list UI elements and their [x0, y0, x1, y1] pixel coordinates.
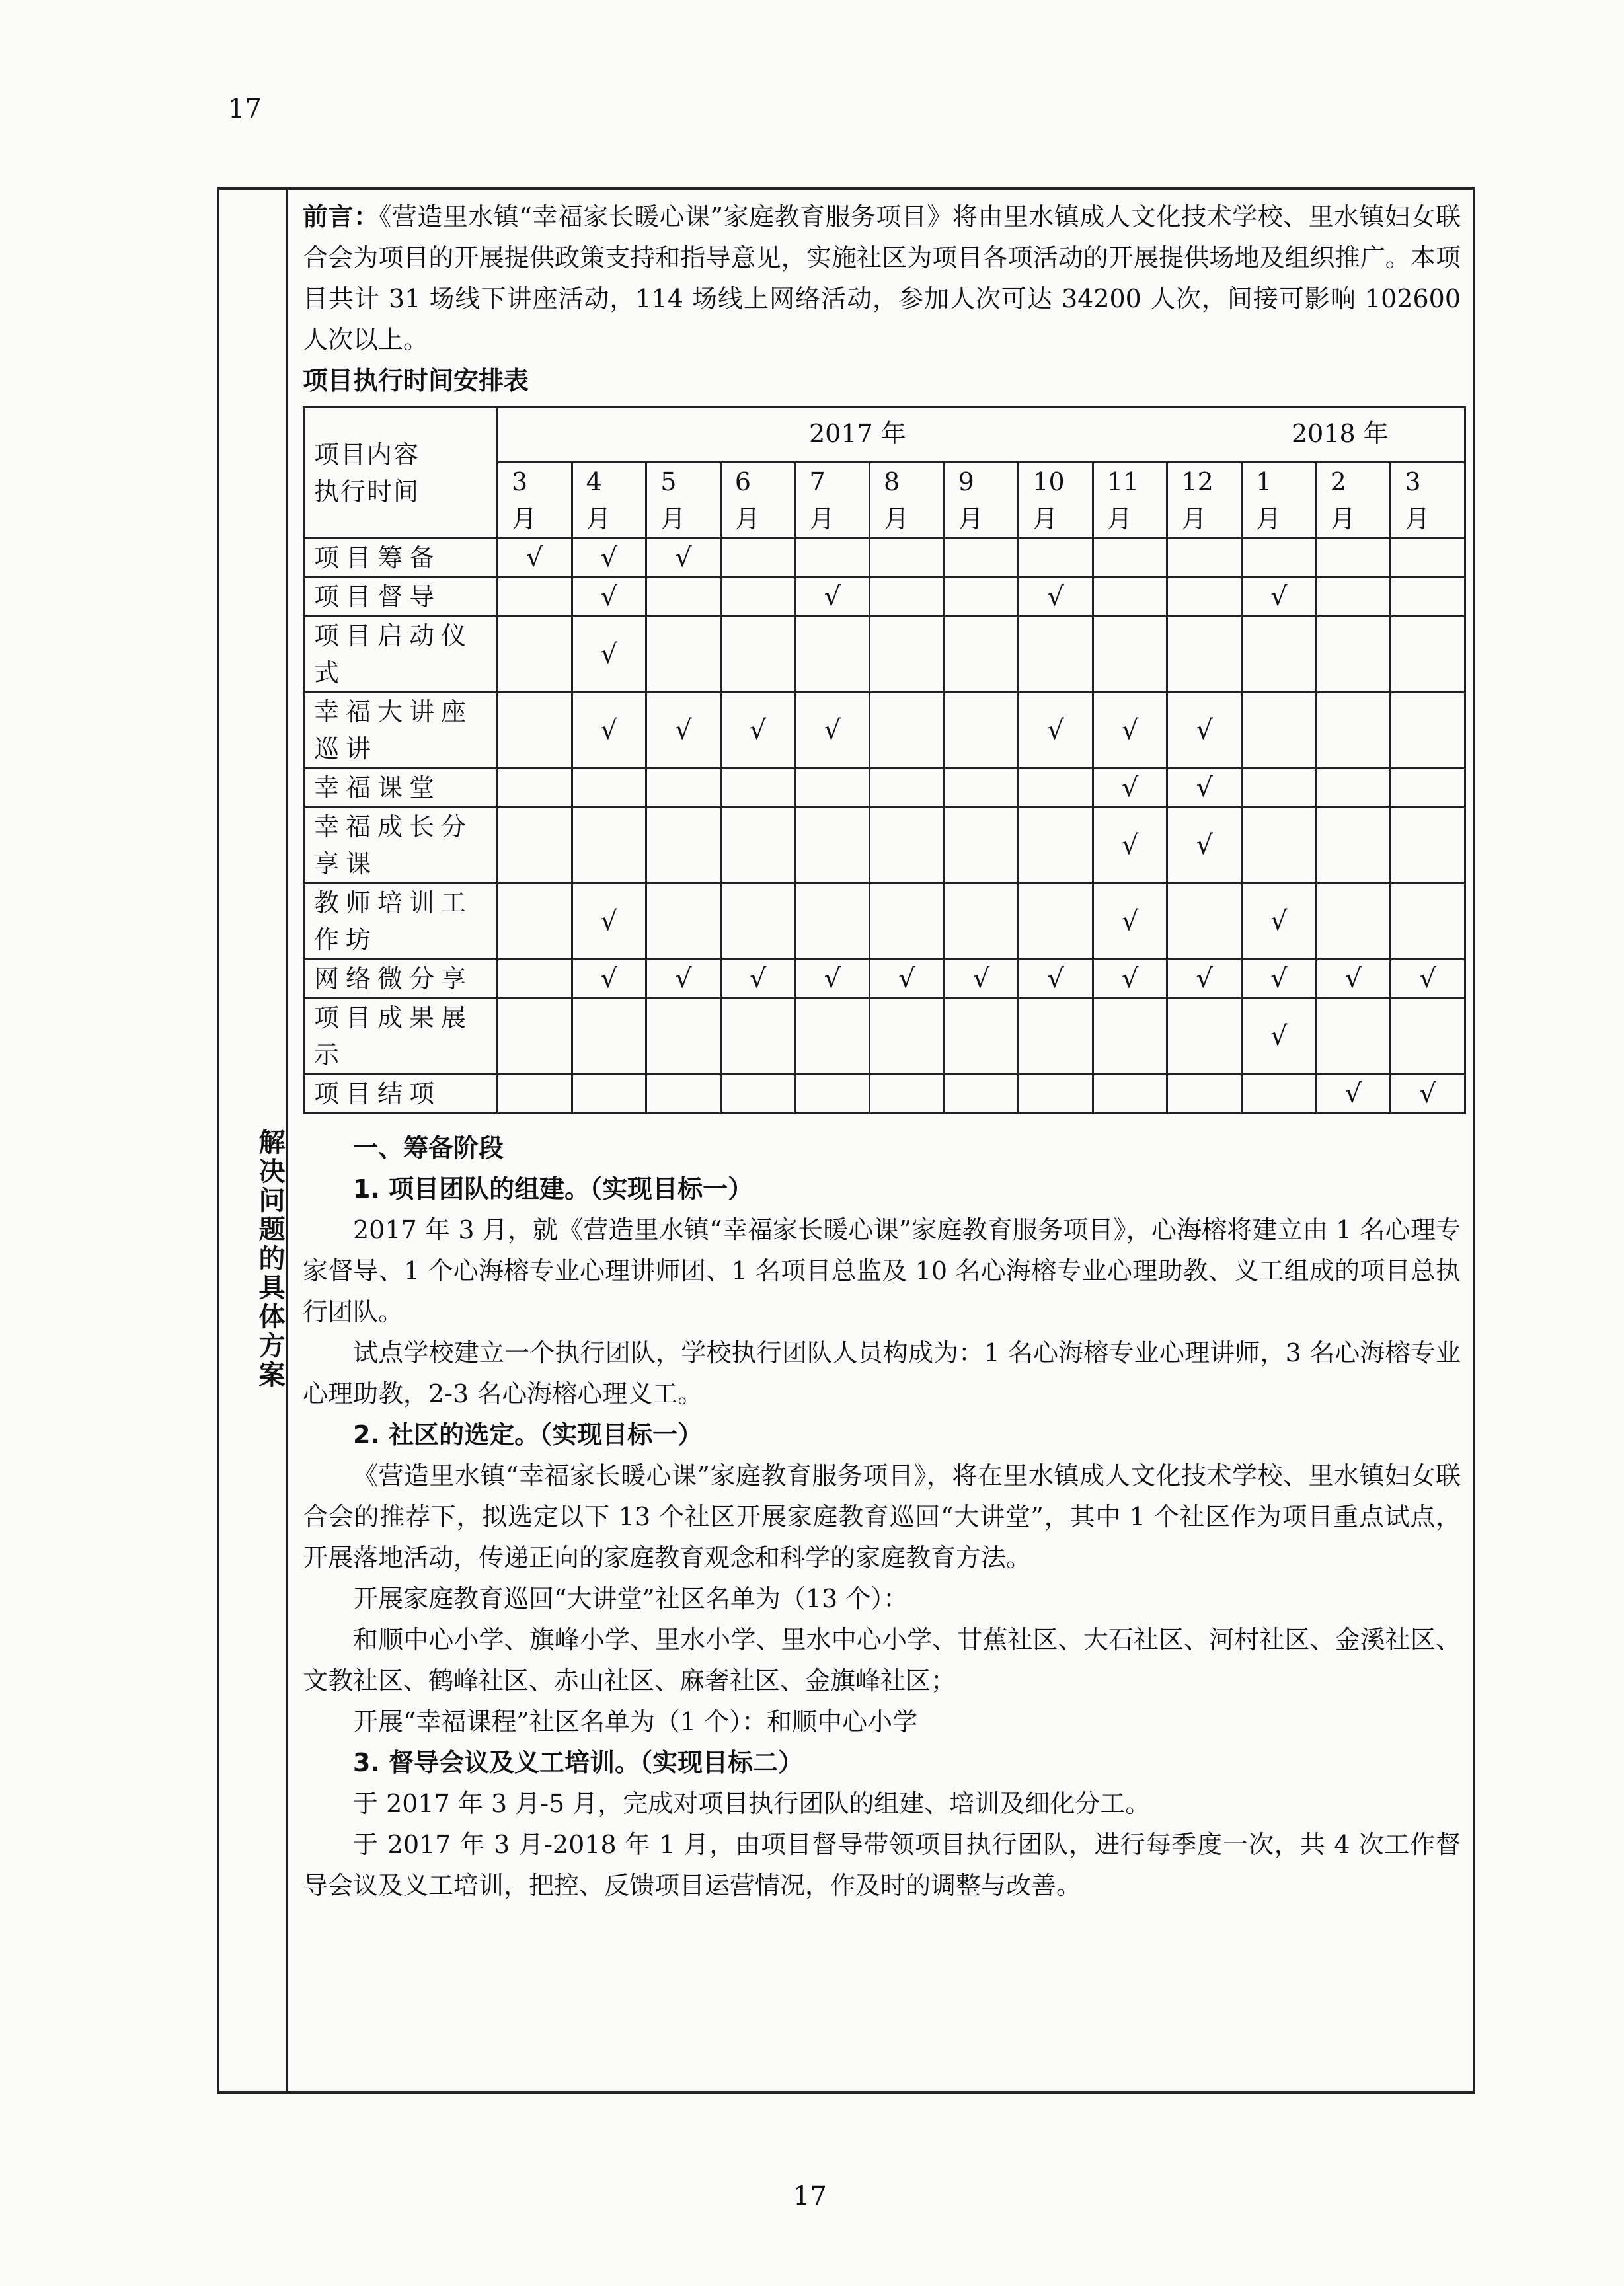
empty-cell: [1093, 617, 1167, 693]
side-label: 解决问题的具体方案: [254, 1128, 285, 1390]
empty-cell: [1242, 1075, 1317, 1114]
empty-cell: [1316, 578, 1391, 617]
section-1-3-title: 3. 督导会议及义工培训。（实现目标二）: [353, 1748, 804, 1777]
empty-cell: [1019, 999, 1093, 1075]
empty-cell: [870, 884, 945, 960]
empty-cell: [1316, 884, 1391, 960]
check-mark-cell: √: [795, 578, 870, 617]
empty-cell: [720, 769, 795, 808]
schedule-row: [304, 617, 1465, 693]
empty-cell: [498, 808, 572, 884]
month-header-cell: [1316, 463, 1391, 539]
check-mark-cell: √: [870, 960, 945, 999]
check-mark-cell: √: [572, 693, 646, 769]
empty-cell: [1391, 539, 1465, 578]
empty-cell: [720, 884, 795, 960]
empty-cell: [646, 884, 721, 960]
empty-cell: [720, 539, 795, 578]
empty-cell: [1019, 539, 1093, 578]
empty-cell: [944, 617, 1019, 693]
preface-text: 《营造里水镇“幸福家长暖心课”家庭教育服务项目》将由里水镇成人文化技术学校、里水镇妇女联合会为项目的开展提供政策支持和指导意见，实施社区为项目各项活动的开展提供场地及组织推广。本项目共计 31 场线下讲座活动，114 场线上网络活动，参加人次可达 34200 人次，间接可影响 102600 人次以上。: [303, 202, 1461, 354]
check-mark-cell: √: [1316, 1075, 1391, 1114]
empty-cell: [1167, 999, 1242, 1075]
month-unit: 月: [1106, 504, 1132, 533]
schedule-row: [304, 693, 1465, 769]
empty-cell: [1316, 693, 1391, 769]
year-2018: 2018 年: [1292, 419, 1389, 448]
month-header-cell: [1093, 463, 1167, 539]
side-label-column: [219, 190, 288, 2091]
month-header-cell: [572, 463, 646, 539]
check-mark-cell: √: [572, 539, 646, 578]
empty-cell: [870, 617, 945, 693]
year-2017: 2017 年: [809, 419, 906, 448]
empty-cell: [1242, 693, 1317, 769]
empty-cell: [1242, 539, 1317, 578]
schedule-row: [304, 960, 1465, 999]
check-mark-cell: √: [1019, 960, 1093, 999]
month-unit: 月: [734, 504, 760, 533]
month-header-cell: [870, 463, 945, 539]
empty-cell: [1391, 808, 1465, 884]
empty-cell: [1391, 578, 1465, 617]
month-number: 3: [1405, 467, 1421, 496]
month-unit: 月: [1181, 504, 1207, 533]
empty-cell: [646, 808, 721, 884]
section-1-2-title: 2. 社区的选定。（实现目标一）: [353, 1420, 703, 1449]
empty-cell: [944, 884, 1019, 960]
empty-cell: [1316, 539, 1391, 578]
empty-cell: [1093, 539, 1167, 578]
empty-cell: [944, 693, 1019, 769]
empty-cell: [944, 578, 1019, 617]
header-bottom: 执行时间: [314, 476, 420, 506]
main-content: [288, 190, 1473, 2091]
month-unit: 月: [809, 504, 835, 533]
empty-cell: [646, 999, 721, 1075]
check-mark-cell: √: [1093, 808, 1167, 884]
check-mark-cell: √: [1019, 693, 1093, 769]
empty-cell: [870, 808, 945, 884]
empty-cell: [646, 769, 721, 808]
month-header-cell: [1391, 463, 1465, 539]
header-cell: [304, 408, 498, 539]
empty-cell: [944, 769, 1019, 808]
schedule-row: [304, 884, 1465, 960]
empty-cell: [1093, 1075, 1167, 1114]
schedule-item-label: 项目成果展示: [304, 999, 498, 1075]
empty-cell: [1019, 884, 1093, 960]
check-mark-cell: √: [1019, 578, 1093, 617]
schedule-item-label: 幸福大讲座巡讲: [304, 693, 498, 769]
month-unit: 月: [586, 504, 611, 533]
month-number: 4: [586, 467, 602, 496]
month-number: 6: [734, 467, 752, 496]
preface-label: 前言：: [303, 202, 379, 231]
check-mark-cell: √: [1093, 884, 1167, 960]
empty-cell: [1167, 578, 1242, 617]
check-mark-cell: √: [572, 578, 646, 617]
month-unit: 月: [1405, 504, 1430, 533]
schedule-item-label: 项目筹备: [304, 539, 498, 578]
check-mark-cell: √: [720, 960, 795, 999]
month-unit: 月: [1330, 504, 1356, 533]
check-mark-cell: √: [646, 693, 721, 769]
month-number: 9: [958, 467, 974, 496]
schedule-row: [304, 578, 1465, 617]
month-number: 8: [884, 467, 900, 496]
month-number: 3: [512, 467, 528, 496]
section-1-1-p2: 试点学校建立一个执行团队，学校执行团队人员构成为：1 名心海榕专业心理讲师，3 名心海榕专业心理助教，2-3 名心海榕心理义工。: [303, 1338, 1461, 1408]
header-top: 项目内容: [314, 439, 420, 469]
check-mark-cell: √: [498, 539, 572, 578]
section-1-1-title: 1. 项目团队的组建。（实现目标一）: [353, 1174, 754, 1203]
schedule-item-label: 网络微分享: [304, 960, 498, 999]
check-mark-cell: √: [1391, 960, 1465, 999]
schedule-item-label: 项目督导: [304, 578, 498, 617]
check-mark-cell: √: [572, 884, 646, 960]
empty-cell: [498, 884, 572, 960]
empty-cell: [1316, 769, 1391, 808]
month-number: 12: [1181, 467, 1214, 496]
empty-cell: [1167, 884, 1242, 960]
schedule-item-label: 幸福成长分享课: [304, 808, 498, 884]
empty-cell: [870, 769, 945, 808]
month-header-cell: [1019, 463, 1093, 539]
empty-cell: [1167, 539, 1242, 578]
empty-cell: [720, 808, 795, 884]
month-header-cell: [795, 463, 870, 539]
schedule-item-label: 教师培训工作坊: [304, 884, 498, 960]
schedule-row: [304, 769, 1465, 808]
empty-cell: [1242, 617, 1317, 693]
section-1-2-p4: 开展“幸福课程”社区名单为（1 个）：和顺中心小学: [353, 1707, 918, 1736]
check-mark-cell: √: [572, 617, 646, 693]
empty-cell: [870, 999, 945, 1075]
empty-cell: [498, 617, 572, 693]
empty-cell: [1391, 693, 1465, 769]
empty-cell: [870, 693, 945, 769]
empty-cell: [1242, 808, 1317, 884]
month-number: 10: [1032, 467, 1065, 496]
schedule-table: [303, 406, 1466, 1114]
empty-cell: [1019, 769, 1093, 808]
schedule-item-label: 幸福课堂: [304, 769, 498, 808]
check-mark-cell: √: [1167, 960, 1242, 999]
schedule-row: [304, 808, 1465, 884]
month-number: 2: [1330, 467, 1346, 496]
month-unit: 月: [512, 504, 537, 533]
schedule-title: 项目执行时间安排表: [303, 366, 529, 395]
content-frame: [217, 187, 1475, 2094]
check-mark-cell: √: [795, 693, 870, 769]
empty-cell: [795, 617, 870, 693]
empty-cell: [1316, 999, 1391, 1075]
empty-cell: [498, 960, 572, 999]
empty-cell: [1093, 578, 1167, 617]
section-1-2-p1: 《营造里水镇“幸福家长暖心课”家庭教育服务项目》，将在里水镇成人文化技术学校、里水镇妇女联合会的推荐下，拟选定以下 13 个社区开展家庭教育巡回“大讲堂”，其中 1 个社区作为项目重点试点，开展落地活动，传递正向的家庭教育观念和科学的家庭教育方法。: [303, 1461, 1461, 1572]
empty-cell: [1019, 617, 1093, 693]
empty-cell: [795, 1075, 870, 1114]
empty-cell: [1019, 1075, 1093, 1114]
page-number-bottom: 17: [793, 2181, 827, 2211]
empty-cell: [944, 999, 1019, 1075]
year-header-cell: [498, 408, 1465, 463]
check-mark-cell: √: [1242, 578, 1317, 617]
check-mark-cell: √: [1242, 884, 1317, 960]
empty-cell: [720, 999, 795, 1075]
month-unit: 月: [958, 504, 984, 533]
month-unit: 月: [1032, 504, 1058, 533]
empty-cell: [498, 999, 572, 1075]
empty-cell: [795, 808, 870, 884]
check-mark-cell: √: [795, 960, 870, 999]
schedule-row: [304, 999, 1465, 1075]
month-unit: 月: [1256, 504, 1282, 533]
section-1-3-p1: 于 2017 年 3 月-5 月，完成对项目执行团队的组建、培训及细化分工。: [353, 1789, 1151, 1818]
empty-cell: [870, 539, 945, 578]
check-mark-cell: √: [1093, 960, 1167, 999]
month-header-cell: [646, 463, 721, 539]
empty-cell: [795, 539, 870, 578]
check-mark-cell: √: [1093, 693, 1167, 769]
month-number: 1: [1256, 467, 1272, 496]
empty-cell: [1242, 769, 1317, 808]
month-unit: 月: [884, 504, 909, 533]
preface-paragraph: [303, 196, 1461, 360]
month-number: 7: [809, 467, 826, 496]
check-mark-cell: √: [1167, 769, 1242, 808]
month-header-cell: [1167, 463, 1242, 539]
check-mark-cell: √: [646, 960, 721, 999]
empty-cell: [572, 1075, 646, 1114]
check-mark-cell: √: [1242, 999, 1317, 1075]
check-mark-cell: √: [572, 960, 646, 999]
month-unit: 月: [660, 504, 686, 533]
schedule-row: [304, 539, 1465, 578]
year-row: [304, 408, 1465, 463]
check-mark-cell: √: [1167, 808, 1242, 884]
empty-cell: [1019, 808, 1093, 884]
empty-cell: [646, 1075, 721, 1114]
check-mark-cell: √: [1242, 960, 1317, 999]
empty-cell: [1391, 769, 1465, 808]
empty-cell: [646, 617, 721, 693]
empty-cell: [720, 578, 795, 617]
empty-cell: [498, 693, 572, 769]
month-number: 11: [1106, 467, 1140, 496]
empty-cell: [795, 884, 870, 960]
check-mark-cell: √: [1093, 769, 1167, 808]
empty-cell: [795, 769, 870, 808]
empty-cell: [870, 1075, 945, 1114]
empty-cell: [1167, 617, 1242, 693]
section-1-2-p3: 和顺中心小学、旗峰小学、里水小学、里水中心小学、甘蕉社区、大石社区、河村社区、金溪社区、文教社区、鹤峰社区、赤山社区、麻奢社区、金旗峰社区；: [303, 1625, 1461, 1695]
schedule-item-label: 项目结项: [304, 1075, 498, 1114]
empty-cell: [795, 999, 870, 1075]
empty-cell: [1316, 617, 1391, 693]
check-mark-cell: √: [1316, 960, 1391, 999]
empty-cell: [572, 808, 646, 884]
empty-cell: [944, 1075, 1019, 1114]
page-number-top: 17: [228, 94, 262, 124]
empty-cell: [498, 578, 572, 617]
empty-cell: [1391, 884, 1465, 960]
empty-cell: [944, 808, 1019, 884]
empty-cell: [572, 769, 646, 808]
month-header-cell: [720, 463, 795, 539]
check-mark-cell: √: [944, 960, 1019, 999]
schedule-item-label: 项目启动仪式: [304, 617, 498, 693]
empty-cell: [1391, 617, 1465, 693]
empty-cell: [1167, 1075, 1242, 1114]
section-1-1-p1: 2017 年 3 月，就《营造里水镇“幸福家长暖心课”家庭教育服务项目》，心海榕将建立由 1 名心理专家督导、1 个心海榕专业心理讲师团、1 名项目总监及 10 名心海榕专业心理助教、义工组成的项目总执行团队。: [303, 1215, 1461, 1326]
empty-cell: [944, 539, 1019, 578]
empty-cell: [720, 1075, 795, 1114]
section-1-2-p2: 开展家庭教育巡回“大讲堂”社区名单为（13 个）：: [353, 1584, 909, 1613]
month-header-cell: [1242, 463, 1317, 539]
schedule-row: [304, 1075, 1465, 1114]
empty-cell: [870, 578, 945, 617]
section-1-title: 一、筹备阶段: [353, 1133, 504, 1162]
check-mark-cell: √: [720, 693, 795, 769]
empty-cell: [498, 1075, 572, 1114]
empty-cell: [1093, 999, 1167, 1075]
month-header-cell: [944, 463, 1019, 539]
empty-cell: [646, 578, 721, 617]
month-header-cell: [498, 463, 572, 539]
check-mark-cell: √: [646, 539, 721, 578]
empty-cell: [1316, 808, 1391, 884]
empty-cell: [720, 617, 795, 693]
empty-cell: [1391, 999, 1465, 1075]
empty-cell: [498, 769, 572, 808]
empty-cell: [572, 999, 646, 1075]
check-mark-cell: √: [1167, 693, 1242, 769]
section-1-3-p2: 于 2017 年 3 月-2018 年 1 月，由项目督导带领项目执行团队，进行每季度一次，共 4 次工作督导会议及义工培训，把控、反馈项目运营情况，作及时的调整与改善。: [303, 1830, 1461, 1900]
month-number: 5: [660, 467, 677, 496]
check-mark-cell: √: [1391, 1075, 1465, 1114]
